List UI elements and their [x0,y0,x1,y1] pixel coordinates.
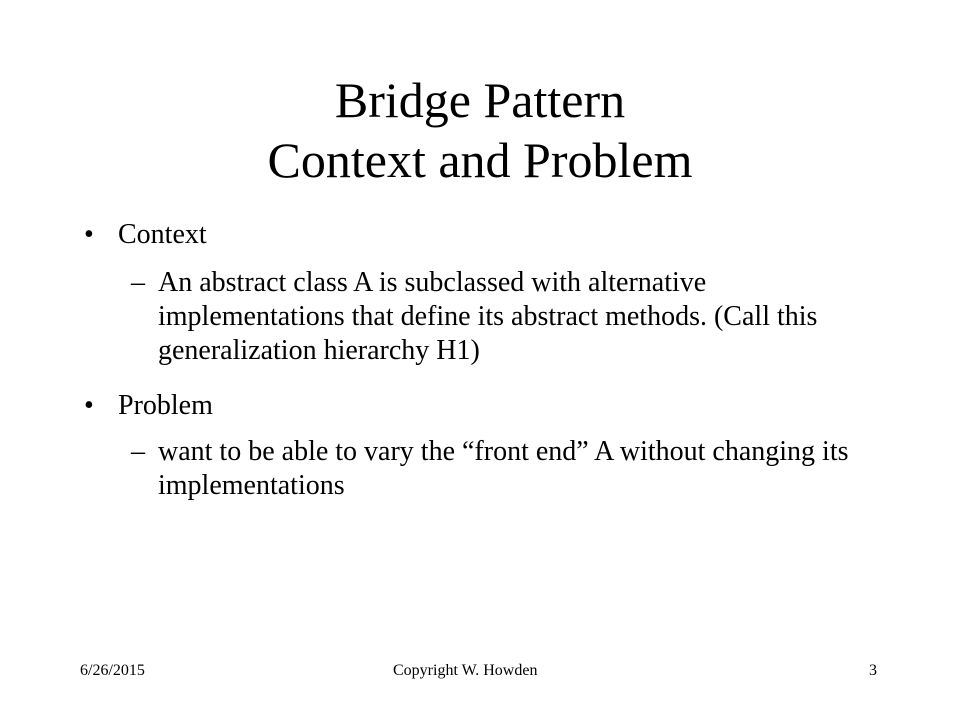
bullet-label: Problem [118,390,213,421]
bullet-context [84,218,207,252]
sub-bullet-text: want to be able to vary the “front end” A without changing its implementations [158,436,849,501]
slide-title [0,70,960,190]
slide-title-line-2: Context and Problem [267,132,693,188]
footer-page-number: 3 [869,662,877,679]
sub-bullet-context [131,266,871,368]
slide-title-line-1: Bridge Pattern [334,72,626,128]
bullet-label: Context [118,219,207,250]
sub-bullet-text: An abstract class A is subclassed with alternative implementations that define its abstract methods. (Call this generalization hierarchy H1) [158,267,818,366]
footer-date: 6/26/2015 [80,662,145,679]
footer-copyright: Copyright W. Howden [393,662,538,679]
sub-bullet-marker: – [131,267,145,298]
bullet-marker: • [84,219,94,250]
sub-bullet-marker: – [131,436,145,467]
sub-bullet-problem [131,435,871,503]
bullet-problem [84,389,213,423]
bullet-marker: • [84,390,94,421]
